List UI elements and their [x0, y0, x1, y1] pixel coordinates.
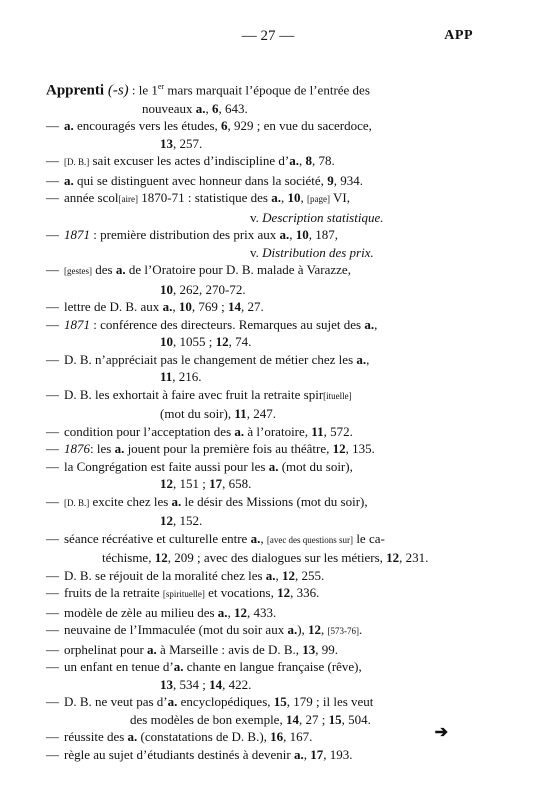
index-subentry: — [D. B.] excite chez les a. le désir des Missions (mot du soir), 12, 152. — [46, 493, 368, 529]
entry-dash: — — [46, 604, 59, 620]
entry-dash: — — [46, 694, 59, 710]
index-subentry: — a. qui se distinguent avec honneur dans la société, 9, 934. — [46, 172, 363, 188]
index-subentry: — a. encouragés vers les études, 6, 929 ; en vue du sacerdoce, 13, 257. — [46, 118, 372, 151]
index-entries — [46, 78, 476, 763]
entry-dash: — — [46, 299, 59, 315]
entry-dash: — — [46, 423, 59, 439]
entry-dash: — — [46, 386, 59, 402]
entry-dash: — — [46, 622, 59, 638]
entry-dash: — — [46, 530, 59, 546]
index-subentry: — condition pour l’acceptation des a. à l’oratoire, 11, 572. — [46, 423, 353, 439]
entry-dash: — — [46, 262, 59, 278]
index-subentry: — 1871 : conférence des directeurs. Remarques au sujet des a., 10, 1055 ; 12, 74. — [46, 316, 378, 350]
index-subentry: — fruits de la retraite [spirituelle] et vocations, 12, 336. — [46, 585, 320, 601]
entry-dash: — — [46, 172, 59, 188]
entry-dash: — — [46, 351, 59, 367]
entry-dash: — — [46, 493, 59, 509]
page-header — [0, 28, 536, 48]
index-subentry: — [D. B.] sait excuser les actes d’indiscipline d’a., 8, 78. — [46, 153, 335, 169]
index-subentry: — D. B. les exhortait à faire avec fruit la retraite spir[ituelle] (mot du soir), 11, 247. — [46, 386, 352, 422]
index-subentry: — 1871 : première distribution des prix aux a., 10, 187, v. Distribution des prix. — [46, 227, 374, 260]
entry-dash: — — [46, 567, 59, 583]
entry-dash: — — [46, 316, 59, 332]
entry-dash: — — [46, 729, 59, 745]
index-subentry: — neuvaine de l’Immaculée (mot du soir aux a.), 12, [573-76]. — [46, 622, 363, 638]
index-subentry: — 1876: les a. jouent pour la première fois au théâtre, 12, 135. — [46, 441, 375, 457]
index-subentry: — année scol[aire] 1870-71 : statistique des a., 10, [page] VI, v. Description statistique. — [46, 190, 384, 225]
index-subentry: — [gestes] des a. de l’Oratoire pour D. B. malade à Varazze, 10, 262, 270-72. — [46, 262, 351, 297]
continuation-arrow-icon: ➔ — [434, 724, 448, 741]
entry-dash: — — [46, 153, 59, 169]
entry-continuation: nouveaux a., 6, 643. — [142, 100, 248, 116]
entry-dash: — — [46, 441, 59, 457]
index-subentry: — la Congrégation est faite aussi pour les a. (mot du soir), 12, 151 ; 17, 658. — [46, 458, 353, 492]
index-subentry: — règle au sujet d’étudiants destinés à devenir a., 17, 193. — [46, 746, 353, 762]
index-subentry: — orphelinat pour a. à Marseille : avis de D. B., 13, 99. — [46, 641, 339, 657]
entry-dash: — — [46, 659, 59, 675]
entry-dash: — — [46, 118, 59, 134]
entry-dash: — — [46, 227, 59, 243]
index-subentry: — lettre de D. B. aux a., 10, 769 ; 14, 27. — [46, 299, 264, 315]
index-entry-headword: Apprenti (-s) : le 1er mars marquait l’époque de l’entrée des nouveaux a., 6, 643. — [46, 78, 476, 117]
index-subentry: — séance récréative et culturelle entre a., [avec des questions sur] le ca- téchisme, 12, 209 ; avec des dialogues sur les métiers, 12, 231. — [46, 530, 429, 566]
entry-dash: — — [46, 458, 59, 474]
index-subentry: — modèle de zèle au milieu des a., 12, 433. — [46, 604, 277, 620]
entry-dash: — — [46, 585, 59, 601]
index-subentry: — un enfant en tenue d’a. chante en langue française (rêve), 13, 534 ; 14, 422. — [46, 659, 362, 692]
index-subentry: — D. B. n’appréciait pas le changement de métier chez les a., 11, 216. — [46, 351, 370, 385]
running-head: APP — [444, 28, 473, 43]
index-subentry: — D. B. se réjouit de la moralité chez les a., 12, 255. — [46, 567, 325, 583]
index-subentry: — réussite des a. (constatations de D. B.), 16, 167. — [46, 729, 313, 745]
index-subentry: — D. B. ne veut pas d’a. encyclopédiques, 15, 179 ; il les veut des modèles de bon exemple, 14, 27 ; 15, 504. — [46, 694, 374, 727]
page-number: — 27 — — [241, 28, 295, 44]
entry-dash: — — [46, 641, 59, 657]
entry-dash: — — [46, 746, 59, 762]
entry-dash: — — [46, 190, 59, 206]
headword: Apprenti (-s) — [46, 82, 129, 99]
